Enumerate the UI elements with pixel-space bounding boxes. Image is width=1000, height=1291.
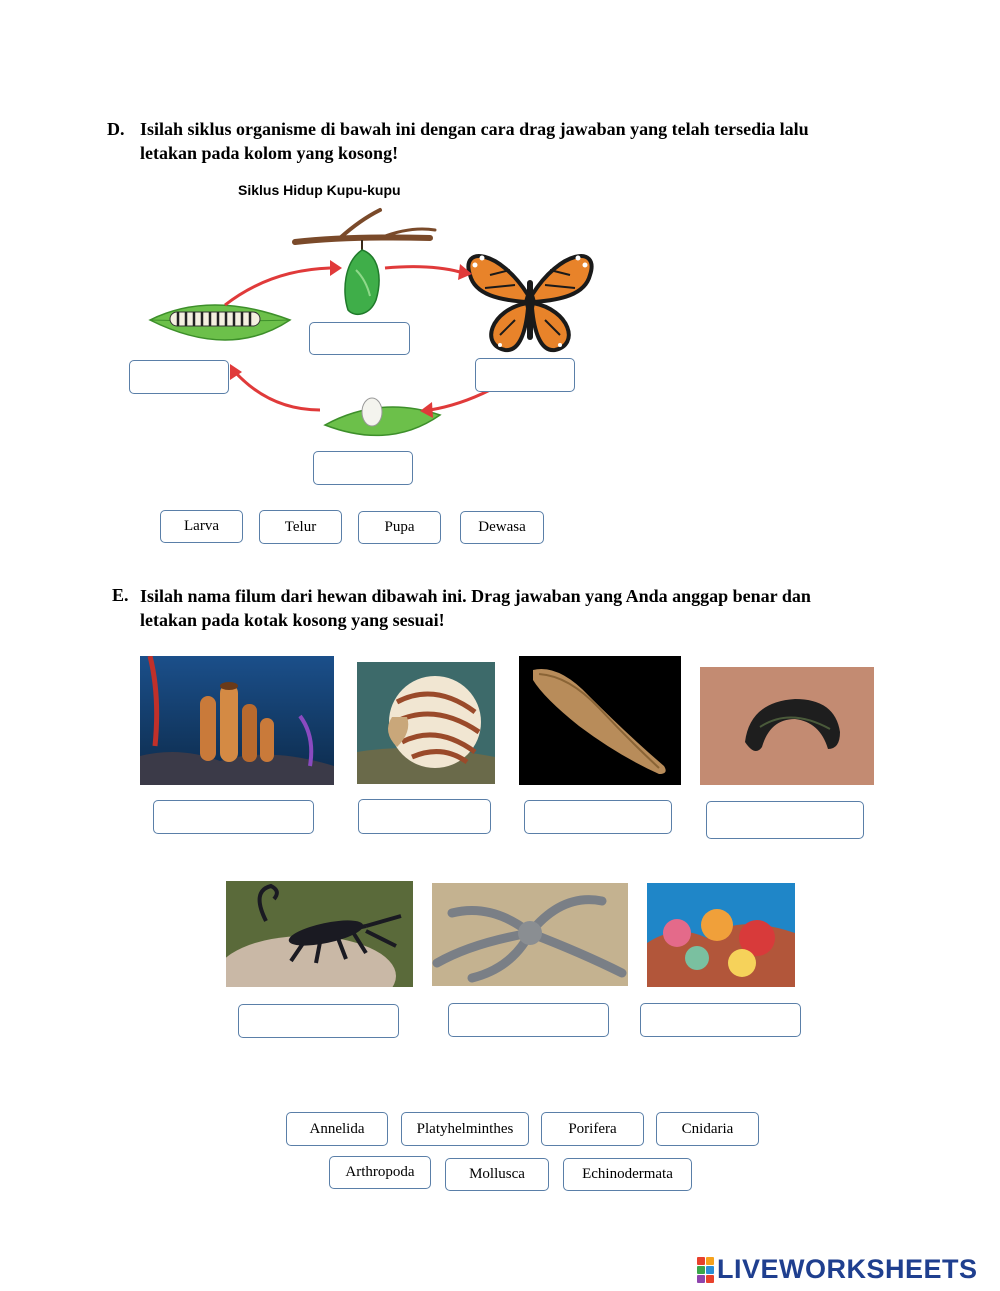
chip-larva[interactable]: Larva: [160, 510, 243, 543]
logo-text: LIVEWORKSHEETS: [717, 1254, 978, 1284]
sponge-photo: [140, 656, 334, 785]
butterfly-illustration: [468, 256, 591, 351]
chip-dewasa[interactable]: Dewasa: [460, 511, 544, 544]
chrysalis-illustration: [345, 240, 379, 314]
egg-illustration: [325, 398, 440, 435]
egg-drop-box[interactable]: [313, 451, 413, 485]
leech-drop-box[interactable]: [706, 801, 864, 839]
chip-platyhelminthes[interactable]: Platyhelminthes: [401, 1112, 529, 1146]
pupa-drop-box[interactable]: [309, 322, 410, 355]
chip-annelida[interactable]: Annelida: [286, 1112, 388, 1146]
adult-drop-box[interactable]: [475, 358, 575, 392]
section-e-instruction: [140, 584, 910, 632]
section-d-instruction-line1: Isilah siklus organisme di bawah ini dengan cara drag jawaban yang telah tersedia lalu: [140, 119, 809, 139]
chip-echinodermata[interactable]: Echinodermata: [563, 1158, 692, 1191]
section-d-instruction: [140, 117, 900, 165]
chip-pupa[interactable]: Pupa: [358, 511, 441, 544]
section-d-instruction-line2: letakan pada kolom yang kosong!: [140, 143, 399, 163]
brittle-star-photo: [432, 883, 628, 986]
coral-drop-box[interactable]: [640, 1003, 801, 1037]
section-e-instruction-line1: Isilah nama filum dari hewan dibawah ini. Drag jawaban yang Anda anggap benar dan: [140, 586, 811, 606]
section-d-letter: D.: [107, 119, 125, 139]
branch-illustration: [295, 210, 435, 242]
leech-photo: [700, 667, 874, 785]
chip-mollusca[interactable]: Mollusca: [445, 1158, 549, 1191]
logo-blocks-icon: [697, 1257, 714, 1283]
nautilus-photo: [357, 662, 495, 784]
diagram-title: Siklus Hidup Kupu-kupu: [238, 182, 401, 198]
flatworm-drop-box[interactable]: [524, 800, 672, 834]
larva-drop-box[interactable]: [129, 360, 229, 394]
sponge-drop-box[interactable]: [153, 800, 314, 834]
chip-telur[interactable]: Telur: [259, 510, 342, 544]
scorpion-photo: [226, 881, 413, 987]
caterpillar-illustration: [150, 305, 290, 340]
flatworm-photo: [519, 656, 681, 785]
brittle-star-drop-box[interactable]: [448, 1003, 609, 1037]
liveworksheets-logo: [697, 1254, 978, 1285]
chip-arthropoda[interactable]: Arthropoda: [329, 1156, 431, 1189]
scorpion-drop-box[interactable]: [238, 1004, 399, 1038]
chip-cnidaria[interactable]: Cnidaria: [656, 1112, 759, 1146]
coral-photo: [647, 883, 795, 987]
section-e-instruction-line2: letakan pada kotak kosong yang sesuai!: [140, 610, 445, 630]
section-e-letter: E.: [112, 585, 129, 605]
chip-porifera[interactable]: Porifera: [541, 1112, 644, 1146]
nautilus-drop-box[interactable]: [358, 799, 491, 834]
